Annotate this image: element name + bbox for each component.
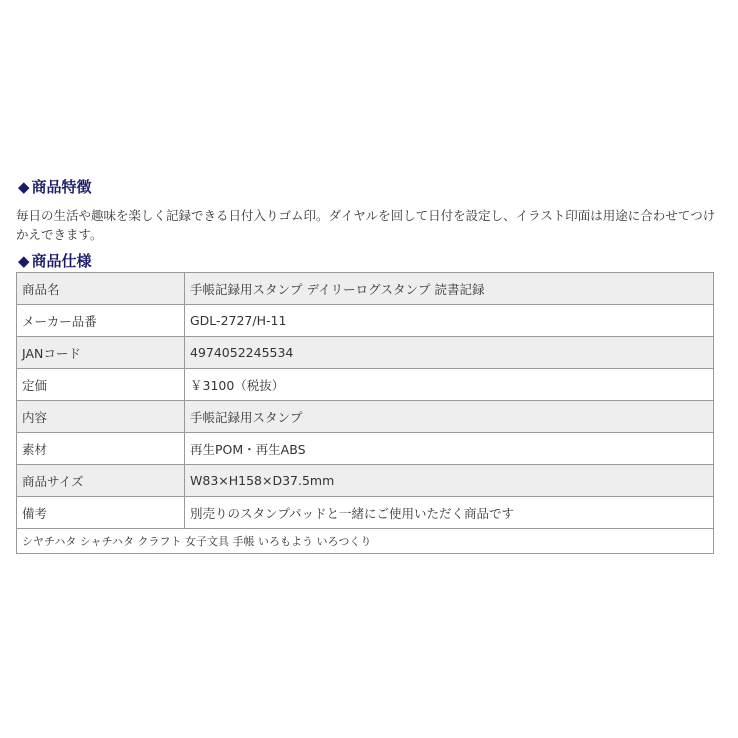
spec-value: 手帳記録用スタンプ [185,401,714,433]
spec-label: 素材 [17,433,185,465]
keywords-row [17,529,714,554]
spec-table [16,272,714,554]
spec-value: 再生POM・再生ABS [185,433,714,465]
spec-label: JANコード [17,337,185,369]
table-row [17,433,714,465]
spec-value: W83×H158×D37.5mm [185,465,714,497]
spec-label: 定価 [17,369,185,401]
table-row [17,369,714,401]
spec-value: ￥3100（税抜） [185,369,714,401]
spec-heading [18,251,92,271]
spec-value: 4974052245534 [185,337,714,369]
spec-label: 商品サイズ [17,465,185,497]
features-title: 商品特徴 [31,178,92,196]
features-description: 毎日の生活や趣味を楽しく記録できる日付入りゴム印。ダイヤルを回して日付を設定し、イラスト印面は用途に合わせてつけかえできます。 [16,208,716,242]
spec-label: 備考 [17,497,185,529]
spec-title: 商品仕様 [31,252,92,270]
features-heading [18,177,92,197]
spec-label: メーカー品番 [17,305,185,337]
table-row [17,401,714,433]
diamond-icon: ◆ [18,178,30,196]
table-row [17,305,714,337]
table-row [17,497,714,529]
spec-value: GDL-2727/H-11 [185,305,714,337]
spec-value: 別売りのスタンプパッドと一緒にご使用いただく商品です [185,497,714,529]
table-row [17,273,714,305]
spec-value: 手帳記録用スタンプ デイリーログスタンプ 読書記録 [185,273,714,305]
spec-label: 商品名 [17,273,185,305]
diamond-icon: ◆ [18,252,30,270]
table-row [17,337,714,369]
table-row [17,465,714,497]
spec-label: 内容 [17,401,185,433]
keywords-text: シヤチハタ シャチハタ クラフト 女子文具 手帳 いろもよう いろつくり [17,529,714,554]
